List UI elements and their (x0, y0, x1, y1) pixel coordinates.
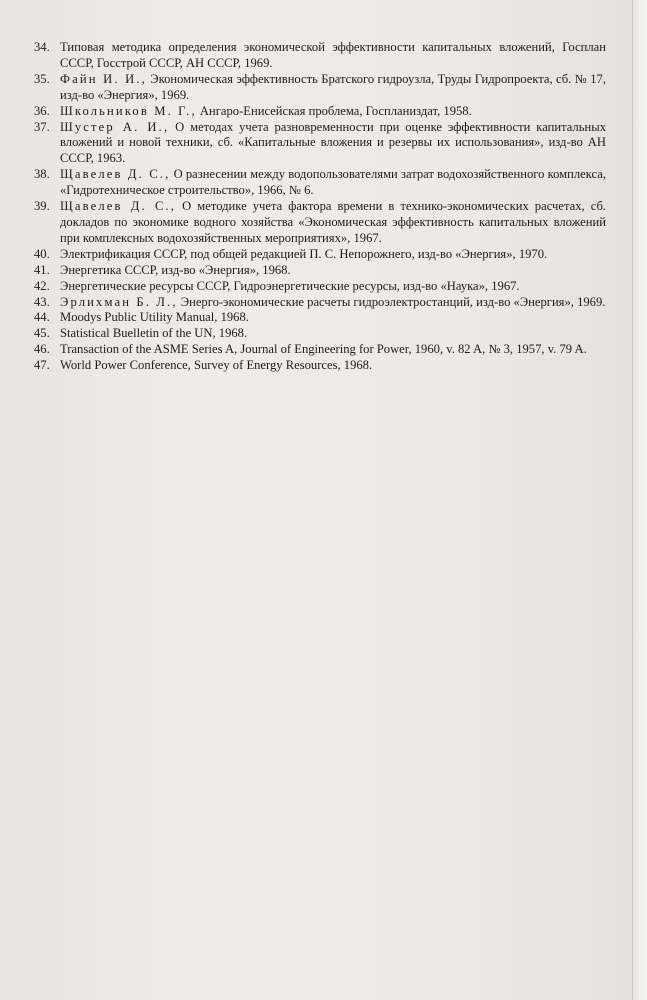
reference-item (34, 72, 606, 104)
reference-item (34, 263, 606, 279)
reference-item (34, 326, 606, 342)
reference-text: Энергетика СССР, изд-во «Энергия», 1968. (60, 262, 291, 277)
reference-number: 46. (34, 342, 50, 357)
reference-number: 42. (34, 278, 50, 293)
reference-item (34, 279, 606, 295)
reference-item (34, 247, 606, 263)
page-edge (632, 0, 647, 1000)
reference-number: 44. (34, 310, 50, 325)
reference-text: World Power Conference, Survey of Energy Resources, 1968. (60, 358, 373, 373)
reference-item (34, 358, 606, 374)
reference-author: Щавелев Д. С., (60, 167, 171, 182)
reference-number: 36. (34, 103, 50, 118)
reference-number: 41. (34, 262, 50, 277)
reference-number: 43. (34, 294, 50, 309)
reference-item (34, 295, 606, 311)
reference-item (34, 120, 606, 168)
reference-author: Щавелев Д. С., (60, 199, 177, 214)
reference-number: 38. (34, 167, 50, 182)
reference-number: 35. (34, 71, 50, 86)
reference-text: Ангаро-Енисейская проблема, Госпланиздат, 1958. (196, 103, 472, 118)
reference-text: О методах учета разновременности при оценке эффективности капитальных вложений и новой техники, сб. «Капитальные вложения и резервы их использования», изд-во АН СССР, 1963. (60, 119, 606, 166)
reference-text: Энергетические ресурсы СССР, Гидроэнергетические ресурсы, изд-во «Наука», 1967. (60, 278, 520, 293)
reference-item (34, 40, 606, 72)
reference-text: Statistical Buelletin of the UN, 1968. (60, 326, 248, 341)
reference-text: О методике учета фактора времени в технико-экономических расчетах, сб. докладов по экономике водного хозяйства «Экономическая эффективность капитальных вложений при комплексных водохозяйственных мероприятиях», 1967. (60, 199, 606, 245)
reference-number: 37. (34, 119, 50, 134)
reference-text: Энерго-экономические расчеты гидроэлектростанций, изд-во «Энергия», 1969. (177, 294, 606, 309)
reference-list (34, 40, 606, 374)
reference-item (34, 104, 606, 120)
reference-item (34, 342, 606, 358)
reference-number: 45. (34, 326, 50, 341)
reference-number: 34. (34, 40, 50, 54)
reference-text: Экономическая эффективность Братского гидроузла, Труды Гидропроекта, сб. № 17, изд-во «Энергия», 1969. (60, 71, 606, 102)
reference-author: Файн И. И., (60, 71, 147, 86)
reference-text: О разнесении между водопользователями затрат водохозяйственного комплекса, «Гидротехническое строительство», 1966, № 6. (60, 167, 606, 198)
reference-item (34, 199, 606, 247)
reference-text: Transaction of the ASME Series A, Journal of Engineering for Power, 1960, v. 82 A, № 3, 1957, v. 79 A. (60, 342, 587, 357)
reference-text: Электрификация СССР, под общей редакцией П. С. Непорожнего, изд-во «Энергия», 1970. (60, 246, 548, 261)
reference-item (34, 167, 606, 199)
reference-author: Шустер А. И., (60, 119, 170, 134)
reference-author: Эрлихман Б. Л., (60, 294, 178, 309)
reference-text: Типовая методика определения экономической эффективности капитальных вложений, Госплан СССР, Госстрой СССР, АН СССР, 1969. (60, 40, 606, 70)
reference-author: Школьников М. Г., (60, 103, 197, 118)
reference-number: 40. (34, 246, 50, 261)
reference-text: Moodys Public Utility Manual, 1968. (60, 310, 249, 325)
reference-number: 47. (34, 358, 50, 373)
reference-item (34, 310, 606, 326)
reference-number: 39. (34, 199, 50, 214)
